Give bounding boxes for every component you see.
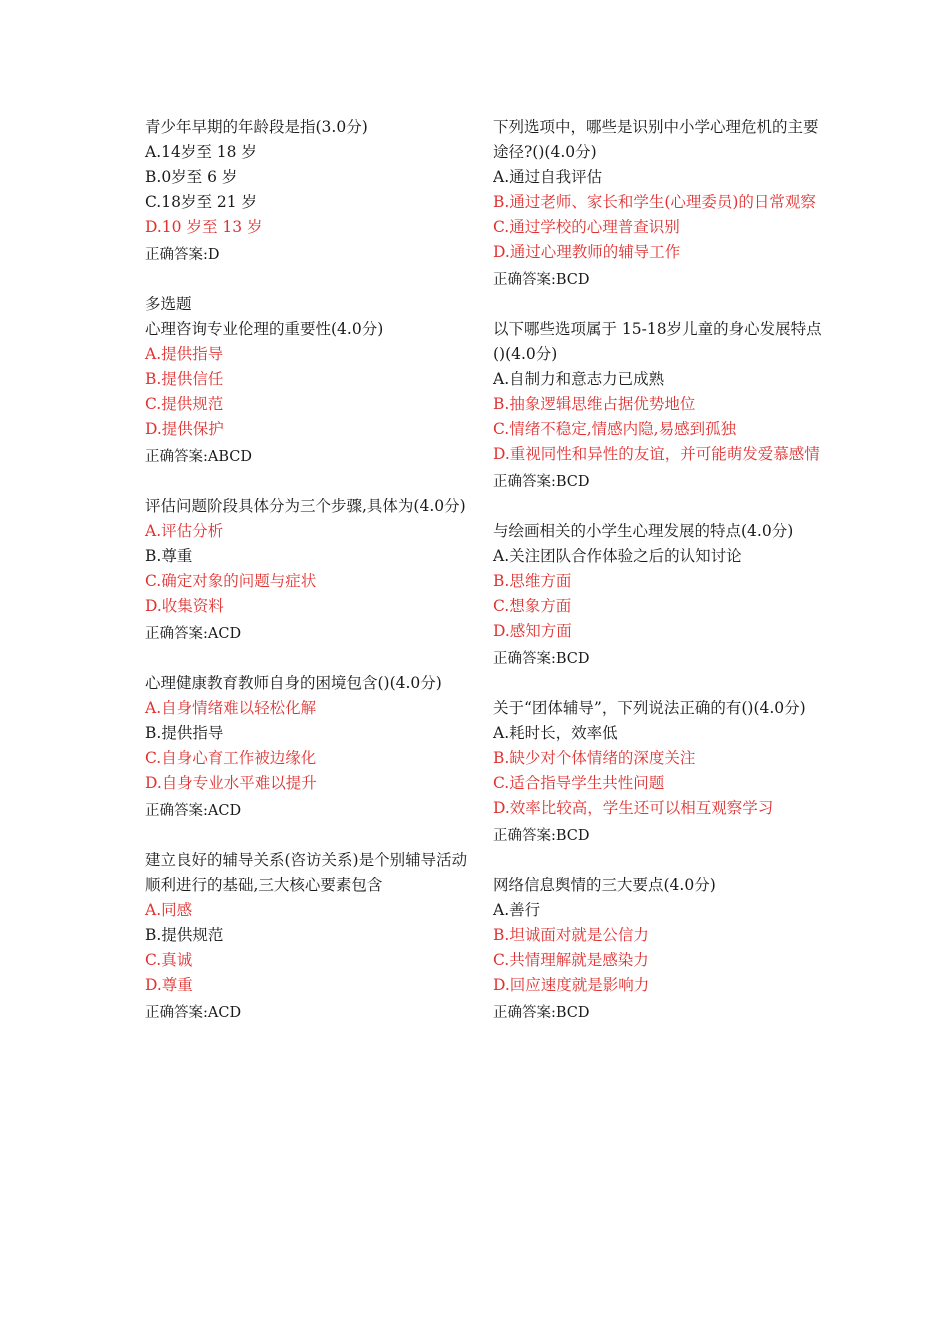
option-correct: D.通过心理教师的辅导工作 <box>493 243 681 261</box>
correct-answer: 正确答案:ABCD <box>145 449 253 465</box>
question-block <box>493 519 823 672</box>
question-text: 以下哪些选项属于 15-18岁儿童的身心发展特点()(4.0分) <box>493 320 822 363</box>
correct-answer: 正确答案:ACD <box>145 626 242 642</box>
option-correct: D.感知方面 <box>493 622 572 640</box>
question-block <box>145 494 475 647</box>
correct-answer: 正确答案:BCD <box>493 272 590 288</box>
option: A.自制力和意志力已成熟 <box>493 370 665 388</box>
option-correct: D.回应速度就是影响力 <box>493 976 650 994</box>
option-correct: C.通过学校的心理普查识别 <box>493 218 680 236</box>
correct-answer: 正确答案:BCD <box>493 474 590 490</box>
option: A.耗时长，效率低 <box>493 724 618 742</box>
section-heading: 多选题 <box>145 295 192 313</box>
option-correct: D.效率比较高，学生还可以相互观察学习 <box>493 799 774 817</box>
option-correct: C.提供规范 <box>145 395 224 413</box>
option-correct: A.同感 <box>145 901 193 919</box>
option-correct: C.确定对象的问题与症状 <box>145 572 317 590</box>
right-column <box>493 115 823 1050</box>
option-correct: B.缺少对个体情绪的深度关注 <box>493 749 696 767</box>
correct-answer: 正确答案:ACD <box>145 1005 242 1021</box>
option-correct: D.自身专业水平难以提升 <box>145 774 317 792</box>
question-text: 下列选项中，哪些是识别中小学心理危机的主要途径?()(4.0分) <box>493 118 819 161</box>
left-column <box>145 115 475 1050</box>
correct-answer: 正确答案:D <box>145 247 220 263</box>
option-correct: D.收集资料 <box>145 597 224 615</box>
option-correct: A.提供指导 <box>145 345 224 363</box>
option: A.通过自我评估 <box>493 168 603 186</box>
option-correct: B.抽象逻辑思维占据优势地位 <box>493 395 696 413</box>
option-correct: C.真诚 <box>145 951 193 969</box>
option-correct: C.自身心育工作被边缘化 <box>145 749 317 767</box>
option-correct: C.共情理解就是感染力 <box>493 951 649 969</box>
question-text: 心理健康教育教师自身的困境包含()(4.0分) <box>145 674 442 692</box>
option: B.尊重 <box>145 547 193 565</box>
correct-answer: 正确答案:BCD <box>493 651 590 667</box>
option: A.14岁至 18 岁 <box>145 143 257 161</box>
question-block <box>493 696 823 849</box>
question-block <box>493 317 823 495</box>
option: B.0岁至 6 岁 <box>145 168 238 186</box>
question-block <box>145 671 475 824</box>
option-correct: B.坦诚面对就是公信力 <box>493 926 649 944</box>
question-text: 评估问题阶段具体分为三个步骤,具体为(4.0分) <box>145 497 466 515</box>
correct-answer: 正确答案:BCD <box>493 828 590 844</box>
correct-answer: 正确答案:ACD <box>145 803 242 819</box>
option-correct: C.情绪不稳定,情感内隐,易感到孤独 <box>493 420 737 438</box>
question-text: 与绘画相关的小学生心理发展的特点(4.0分) <box>493 522 794 540</box>
question-block <box>145 848 475 1026</box>
question-block <box>493 115 823 293</box>
option: C.18岁至 21 岁 <box>145 193 258 211</box>
question-text: 青少年早期的年龄段是指(3.0分) <box>145 118 368 136</box>
option: A.关注团队合作体验之后的认知讨论 <box>493 547 742 565</box>
option-correct: A.评估分析 <box>145 522 224 540</box>
question-text: 心理咨询专业伦理的重要性(4.0分) <box>145 320 384 338</box>
option: A.善行 <box>493 901 541 919</box>
option: B.提供指导 <box>145 724 224 742</box>
question-block <box>145 115 475 268</box>
question-text: 建立良好的辅导关系(咨访关系)是个别辅导活动顺利进行的基础,三大核心要素包含 <box>145 851 468 894</box>
question-block <box>493 873 823 1026</box>
option-correct: A.自身情绪难以轻松化解 <box>145 699 317 717</box>
correct-answer: 正确答案:BCD <box>493 1005 590 1021</box>
option-correct: D.提供保护 <box>145 420 224 438</box>
option-correct: C.适合指导学生共性问题 <box>493 774 665 792</box>
option-correct: D.重视同性和异性的友谊，并可能萌发爱慕感情 <box>493 445 820 463</box>
option-correct: B.通过老师、家长和学生(心理委员)的日常观察 <box>493 193 816 211</box>
option-correct: B.思维方面 <box>493 572 572 590</box>
question-block <box>145 292 475 470</box>
option-correct: C.想象方面 <box>493 597 572 615</box>
option: B.提供规范 <box>145 926 224 944</box>
question-text: 网络信息舆情的三大要点(4.0分) <box>493 876 716 894</box>
option-correct: D.10 岁至 13 岁 <box>145 218 263 236</box>
option-correct: B.提供信任 <box>145 370 224 388</box>
question-text: 关于“团体辅导”，下列说法正确的有()(4.0分) <box>493 699 806 717</box>
option-correct: D.尊重 <box>145 976 193 994</box>
